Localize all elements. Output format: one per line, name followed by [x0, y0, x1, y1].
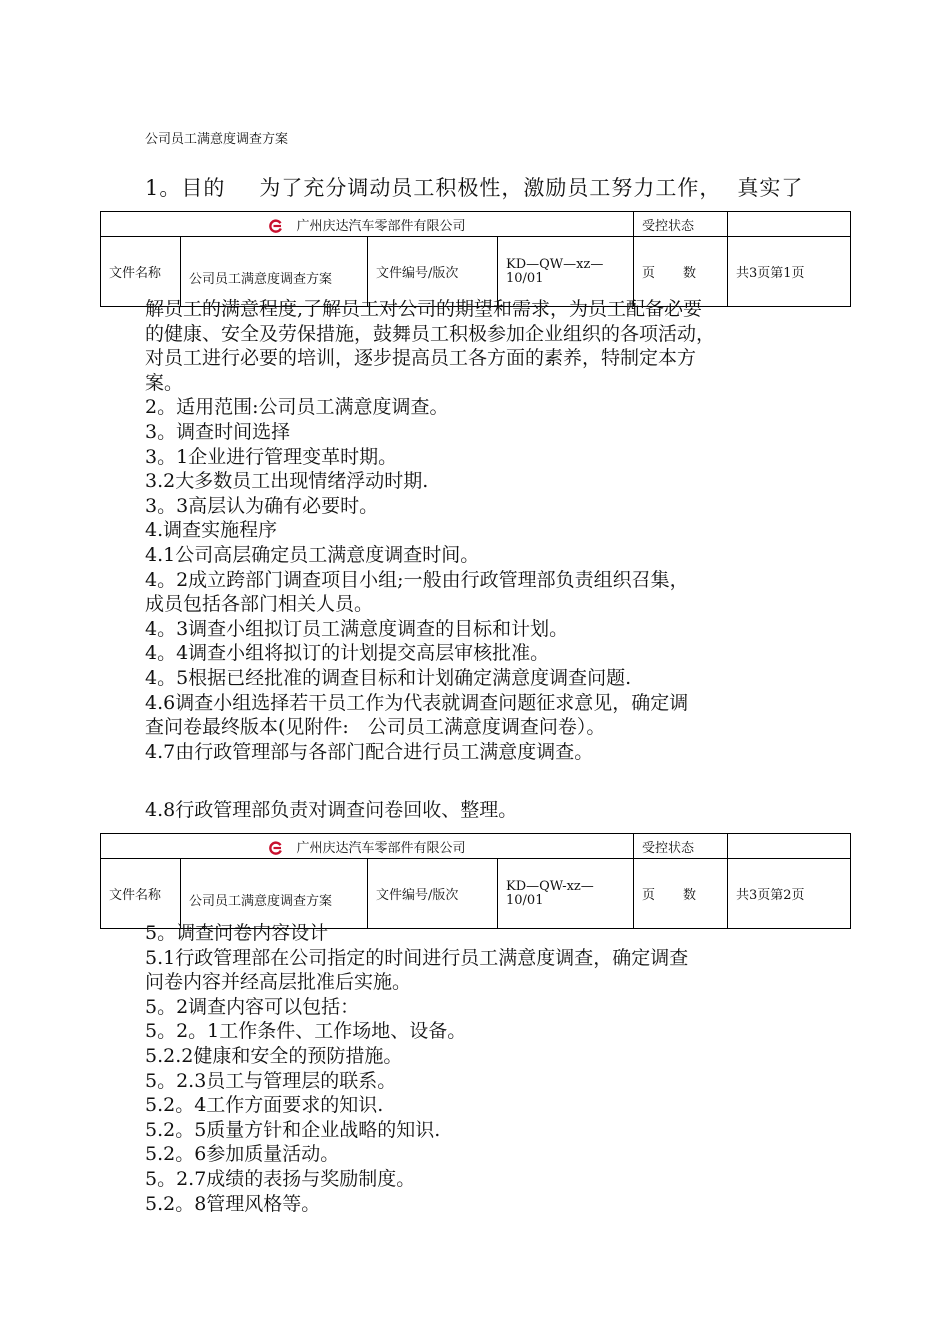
paragraph-line: 4。4调查小组将拟订的计划提交高层审核批准。: [145, 642, 550, 665]
company-cell: [101, 834, 634, 859]
doc-name-label: 文件名称: [101, 237, 181, 307]
paragraph-line: 2。适用范围:公司员工满意度调查。: [145, 396, 449, 419]
paragraph-line: 解员工的满意程度,了解员工对公司的期望和需求，为员工配备必要: [145, 298, 703, 320]
paragraph-line: 5.2。4工作方面要求的知识.: [145, 1094, 384, 1117]
paragraph-line: 5.2。5质量方针和企业战略的知识.: [145, 1118, 441, 1141]
doc-name-label: 文件名称: [101, 859, 181, 929]
company-logo-icon: [269, 219, 283, 233]
company-name: 广州庆达汽车零部件有限公司: [296, 840, 466, 856]
intro-text-a: 为了充分调动员工积极性，激励员工努力工作，: [259, 176, 722, 200]
paragraph-line: 3。3高层认为确有必要时。: [145, 494, 379, 517]
intro-line: [145, 172, 803, 202]
doc-no-label: 文件编号/版次: [368, 237, 498, 307]
paragraph-line: 5.1行政管理部在公司指定的时间进行员工满意度调查，确定调查: [145, 946, 689, 969]
company-name: 广州庆达汽车零部件有限公司: [296, 218, 466, 234]
body-paragraph-4-8: 4.8行政管理部负责对调查问卷回收、整理。: [145, 799, 518, 821]
page-value: 共3页第2页: [728, 859, 851, 929]
doc-no-line2: 10/01: [506, 270, 544, 286]
paragraph-line: 5。2调查内容可以包括：: [145, 995, 360, 1018]
intro-text-b: 真实了: [737, 176, 804, 200]
doc-name-value: 公司员工满意度调查方案: [181, 237, 368, 307]
paragraph-line: 案。: [145, 371, 184, 394]
paragraph-line: 问卷内容并经高层批准后实施。: [145, 971, 412, 994]
paragraph-line: 5.2。8管理风格等。: [145, 1192, 321, 1215]
intro-number: 1。目的: [145, 176, 226, 200]
paragraph-line: 的健康、安全及劳保措施，鼓舞员工积极参加企业组织的各项活动，: [145, 322, 716, 345]
paragraph-line: 成员包括各部门相关人员。: [145, 593, 374, 616]
company-logo-icon: [269, 841, 283, 855]
paragraph-line: 4。2成立跨部门调查项目小组;一般由行政管理部负责组织召集，: [145, 568, 689, 591]
paragraph-line: 3。调查时间选择: [145, 420, 291, 443]
paragraph-line: 5。调查问卷内容设计: [145, 922, 329, 944]
paragraph-line: 3.2大多数员工出现情绪浮动时期.: [145, 470, 429, 493]
paragraph-line: 4.调查实施程序: [145, 519, 278, 542]
page-label: 页 数: [634, 859, 728, 929]
header-table-page1: [100, 211, 851, 307]
company-cell: [101, 212, 634, 237]
paragraph-line: 对员工进行必要的培训，逐步提高员工各方面的素养，特制定本方: [145, 347, 697, 370]
paragraph-line: 查问卷最终版本(见附件: 公司员工满意度调查问卷）。: [145, 716, 606, 739]
paragraph-line: 4。5根据已经批准的调查目标和计划确定满意度调查问题.: [145, 666, 632, 689]
doc-no-line1: KD—QW—xz—: [506, 256, 604, 272]
paragraph-line: 5.2.2健康和安全的预防措施。: [145, 1044, 403, 1067]
body-text-page2: [145, 921, 688, 1216]
paragraph-line: 5。2.3员工与管理层的联系。: [145, 1069, 397, 1092]
body-text-page1: [145, 297, 715, 764]
header-table-page2: [100, 833, 851, 929]
page-value: 共3页第1页: [728, 237, 851, 307]
control-status-label: 受控状态: [634, 834, 728, 859]
paragraph-line: 5.2。6参加质量活动。: [145, 1143, 340, 1166]
paragraph-line: 5。2.7成绩的表扬与奖励制度。: [145, 1167, 416, 1190]
doc-no-label: 文件编号/版次: [368, 859, 498, 929]
document-title: 公司员工满意度调查方案: [145, 132, 289, 147]
doc-no-value: [498, 237, 634, 307]
control-status-value: [728, 834, 851, 859]
doc-name-value: 公司员工满意度调查方案: [181, 859, 368, 929]
paragraph-line: 4。3调查小组拟订员工满意度调查的目标和计划。: [145, 617, 569, 640]
doc-no-value: KD—QW-xz—10/01: [498, 859, 634, 929]
paragraph-line: 5。2。1工作条件、工作场地、设备。: [145, 1020, 467, 1043]
paragraph-line: 4.1公司高层确定员工满意度调查时间。: [145, 543, 480, 566]
paragraph-line: 4.7由行政管理部与各部门配合进行员工满意度调查。: [145, 740, 594, 763]
control-status-label: 受控状态: [634, 212, 728, 237]
paragraph-line: 4.6调查小组选择若干员工作为代表就调查问题征求意见，确定调: [145, 691, 689, 714]
paragraph-line: 3。1企业进行管理变革时期。: [145, 445, 398, 468]
control-status-value: [728, 212, 851, 237]
page-label: 页 数: [634, 237, 728, 307]
